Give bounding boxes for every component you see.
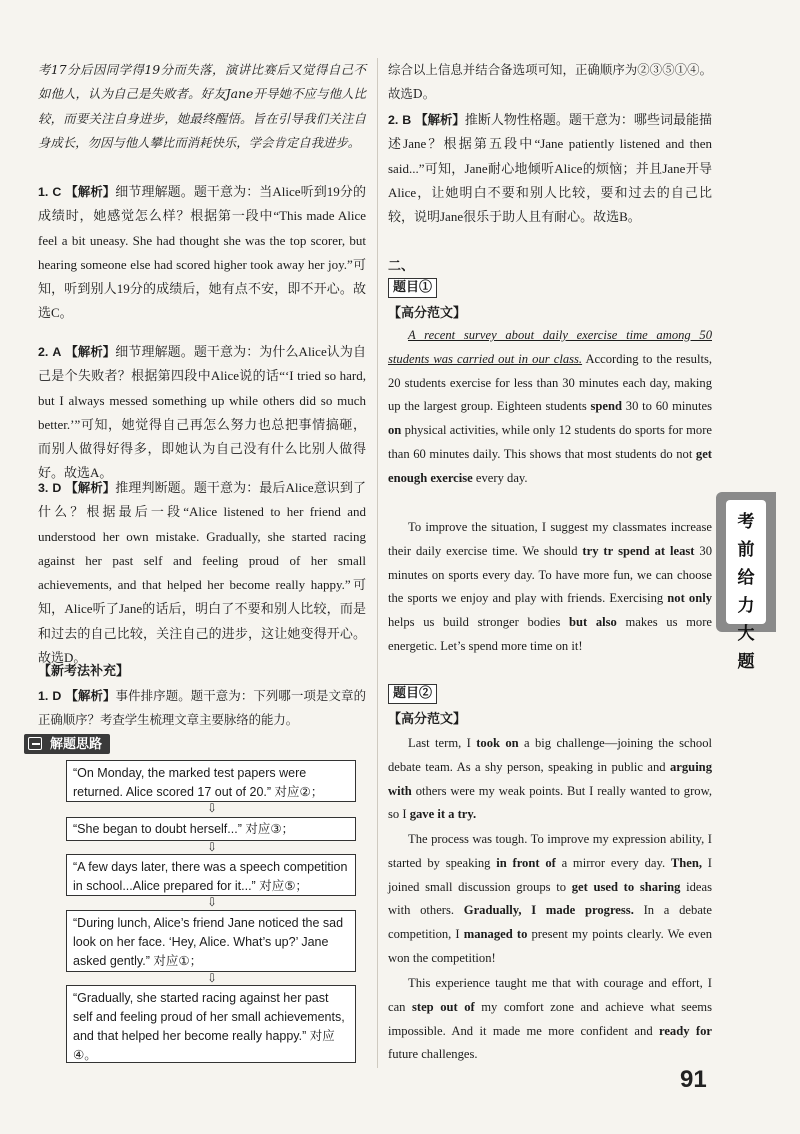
answer-letter: B: [402, 113, 412, 127]
essay-text: others were my weak points. But I really wanted to grow, so I: [388, 783, 712, 822]
essay-key-phrase: Gradually, I made progress.: [463, 903, 634, 918]
explanation-tag: 【解析】: [65, 344, 116, 359]
essay-text: my comfort zone and achieve what seems impossible. And it made me more confident and: [388, 999, 712, 1038]
topic-1-label: 题目①: [388, 278, 437, 298]
essay-text: 30 minutes on sports every day. To have more fun, we can choose the sports we enjoy and play with friends. Exercising: [388, 543, 713, 606]
essay-key-phrase: took on: [476, 736, 519, 750]
topic-2-label: 题目②: [388, 684, 437, 704]
essay-key-phrase: step out of: [412, 999, 475, 1014]
answer-letter: A: [52, 345, 62, 359]
essay-key-phrase: get enough exercise: [388, 446, 712, 485]
question-2-explanation: [38, 340, 366, 486]
explanation-text: 细节理解题。题干意为：当Alice听到19分的成绩时，她感觉怎么样？根据第一段中“This made Alice feel a bit uneasy. She had thought she was the top scorer, but hearing someone else had scored higher took away her joy.”可知，听到别人19分的成绩后，她有点不安，即不开心。故选C。: [38, 184, 366, 321]
essay-key-phrase: arguing with: [388, 759, 712, 798]
explanation-text: 事件排序题。题干意为：下列哪一项是文章的正确顺序？考查学生梳理文章主要脉络的能力。: [38, 688, 366, 728]
essay-text: helps us build stronger bodies: [388, 615, 569, 630]
essay-text: In a debate competition, I: [388, 903, 712, 942]
flow-box-2: “She began to doubt herself...” 对应③；: [66, 817, 356, 841]
down-arrow-icon: ⇩: [206, 801, 218, 815]
question-5-explanation: [388, 108, 712, 229]
flow-box-3: “A few days later, there was a speech competition in school...Alice prepared for it...” 对应⑤；: [66, 854, 356, 896]
essay-text: This experience taught me that with courage and effort, I can: [388, 976, 712, 1014]
explanation-tag: 【解析】: [415, 112, 465, 127]
model-essay-1-label: 【高分范文】: [388, 306, 467, 321]
question-number: 2.: [388, 113, 399, 127]
down-arrow-icon: ⇩: [206, 895, 218, 909]
model-essay-2-paragraph-2: [388, 828, 712, 971]
essay-text: The process was tough. To improve my expression ability, I started by speaking: [388, 832, 712, 870]
essay-key-phrase: gave it a try.: [409, 807, 477, 822]
answer-letter: C: [52, 185, 62, 199]
question-3-explanation: [38, 476, 366, 670]
solution-approach-title: 解题思路: [50, 736, 103, 751]
sequence-question-explanation: [38, 684, 366, 733]
model-essay-2-paragraph-3: [388, 972, 712, 1067]
model-essay-1-paragraph-1: [388, 324, 712, 491]
explanation-tag: 【解析】: [65, 688, 116, 703]
essay-key-phrase: ready for: [658, 1023, 712, 1038]
essay-text: a mirror every day.: [555, 855, 671, 870]
flow-box-1: “On Monday, the marked test papers were returned. Alice scored 17 out of 20.” 对应②；: [66, 760, 356, 802]
flow-box-5: “Gradually, she started racing against her past self and feeling proud of her small achievements, and that helped her become really happy.” 对应④。: [66, 985, 356, 1063]
sequence-conclusion: 综合以上信息并结合备选项可知，正确顺序为②③⑤①④。故选D。: [388, 62, 712, 102]
essay-key-phrase: Then,: [670, 855, 703, 870]
notepad-icon: [28, 737, 42, 750]
essay-key-phrase: spend: [590, 399, 623, 414]
essay-key-phrase: but also: [569, 615, 617, 630]
question-number: 3.: [38, 481, 49, 495]
explanation-tag: 【解析】: [65, 480, 116, 495]
explanation-text: 推断人物性格题。题干意为：哪些词最能描述Jane？根据第五段中“Jane patiently listened and then said...”可知，Jane耐心地倾听Alice的烦恼；并且Jane开导Alice，让她明白不要和别人比较，要和过去的自己比较，说明Jane很乐于助人且有耐心。故选B。: [388, 112, 712, 225]
essay-key-phrase: spend at least: [618, 543, 695, 558]
essay-key-phrase: managed to: [463, 927, 528, 942]
essay-text: Last term, I: [408, 736, 477, 750]
essay-text: ideas with others.: [388, 879, 713, 918]
model-essay-1-paragraph-2: [388, 516, 712, 659]
model-essay-2-label: 【高分范文】: [388, 712, 467, 727]
page-number: 91: [680, 1066, 707, 1093]
intro-paragraph: 考17分后因同学得19分而失落，演讲比赛后又觉得自己不如他人，认为自己是失败者。好友Jane开导她不应与他人比较，而要关注自身进步，她最终醒悟。旨在引导我们关注自身成长，勿因与他人攀比而消耗快乐，学会肯定自我进步。: [38, 62, 366, 150]
essay-text: future challenges.: [388, 1047, 478, 1062]
answer-letter: D: [52, 481, 62, 495]
essay-text: physical activities, while only 12 students do sports for more than 60 minutes daily. This shows that most students do not: [388, 423, 712, 461]
question-number: 2.: [38, 345, 49, 359]
explanation-text: 推理判断题。题干意为：最后Alice意识到了什么？根据最后一段“Alice listened to her friend and understood her own mistake. Gradually, she started racing against her past self and feeling proud of her small achievements, and that helped her become really happy.”可知，Alice听了Jane的话后，明白了不要和别人比较，而是和过去的自己比较，关注自己的进步，这让她变得开心。故选D。: [38, 480, 366, 666]
explanation-text: 细节理解题。题干意为：为什么Alice认为自己是个失败者？根据第四段中Alice说的话“‘I tried so hard, but I always messed something up while others did so much better.’”可知，她觉得自己再怎么努力也总把事情搞砸，而别人做得好得多，即她认为自己没有什么比别人做得好。故选A。: [38, 344, 366, 481]
essay-key-phrase: on: [388, 423, 402, 438]
essay-text: makes us more energetic. Let’s spend more time on it!: [388, 615, 712, 653]
essay-text: I joined small discussion groups to: [388, 855, 713, 894]
column-divider: [377, 58, 378, 1068]
essay-key-phrase: try tr: [582, 543, 614, 558]
question-1-explanation: [38, 180, 366, 326]
essay-text: To improve the situation, I suggest my classmates increase their daily exercise time. We should: [388, 520, 712, 558]
essay-text: According to the results, 20 students exercise for less than 30 minutes each day, making up the largest group. Eighteen students: [388, 351, 713, 414]
question-number: 1.: [38, 689, 49, 703]
flow-box-4: “During lunch, Alice’s friend Jane noticed the sad look on her face. ‘Hey, Alice. What’s up?’ Jane asked gently.” 对应①；: [66, 910, 356, 972]
down-arrow-icon: ⇩: [206, 840, 218, 854]
new-method-heading: 【新考法补充】: [38, 664, 130, 679]
essay-1-topic-sentence: A recent survey about daily exercise time among 50 students was carried out in our class.: [388, 328, 712, 366]
essay-text: 30 to 60 minutes: [622, 399, 712, 414]
solution-approach-header: [24, 734, 110, 754]
essay-text: every day.: [472, 470, 528, 485]
part-two-heading: 二、: [388, 259, 415, 274]
essay-key-phrase: not only: [667, 591, 712, 606]
model-essay-2-paragraph-1: [388, 732, 712, 827]
down-arrow-icon: ⇩: [206, 971, 218, 985]
side-tab-label: 考前给力大题: [737, 512, 755, 672]
essay-key-phrase: get used to sharing: [571, 879, 681, 894]
essay-text: present my points clearly. We even won the competition!: [388, 927, 712, 965]
question-number: 1.: [38, 185, 49, 199]
essay-key-phrase: in front of: [496, 855, 556, 870]
section-side-tab: [716, 492, 776, 672]
answer-letter: D: [52, 689, 62, 703]
explanation-tag: 【解析】: [65, 184, 116, 199]
essay-text: a big challenge—joining the school debate team. As a shy person, speaking in public and: [388, 736, 712, 774]
